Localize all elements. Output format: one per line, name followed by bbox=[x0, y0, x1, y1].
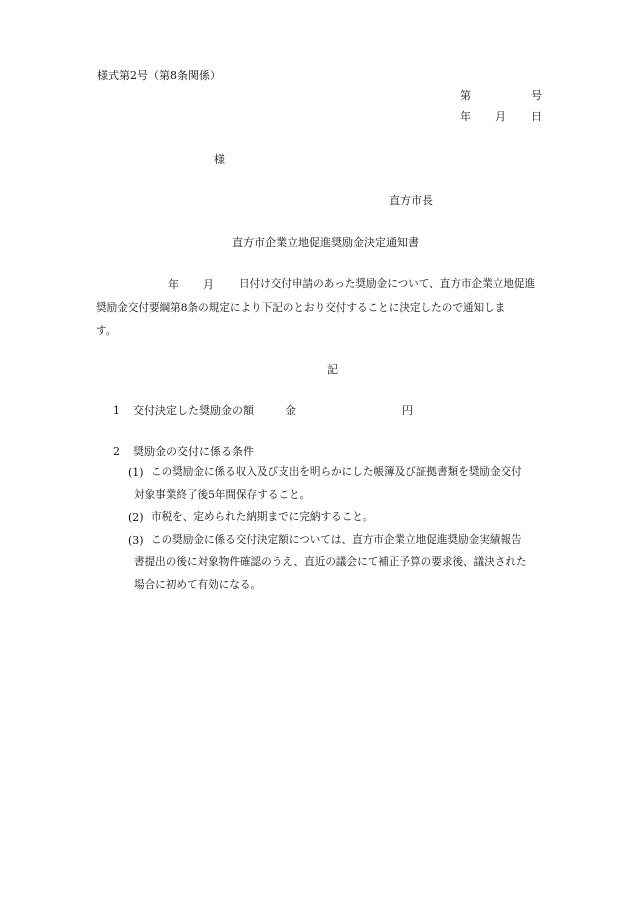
issuer: 直方市長 bbox=[389, 194, 433, 207]
condition-1-line-2: 対象事業終了後5年間保存すること。 bbox=[134, 489, 311, 501]
item-1-kin: 金 bbox=[285, 404, 296, 417]
condition-1-mark: (1) bbox=[128, 466, 144, 479]
condition-2-line-1: 市税を、定められた納期までに完納すること。 bbox=[151, 511, 374, 523]
date-year: 年 bbox=[460, 110, 471, 123]
document-title: 直方市企業立地促進奨励金決定通知書 bbox=[232, 236, 419, 249]
condition-3-line-3: 場合に初めて有効になる。 bbox=[134, 579, 262, 591]
condition-3-line-2: 書提出の後に対象物件確認のうえ、直近の議会にて補正予算の要求後、議決された bbox=[134, 556, 527, 568]
body-line-2: 奨励金交付要綱第8条の規定により下記のとおり交付することに決定したので通知しま bbox=[96, 302, 506, 314]
doc-number-prefix: 第 bbox=[460, 89, 471, 102]
item-1-number: 1 bbox=[113, 404, 120, 417]
condition-1-line-1: この奨励金に係る収入及び支出を明らかにした帳簿及び証拠書類を奨励金交付 bbox=[151, 466, 522, 478]
addressee-suffix: 様 bbox=[214, 153, 225, 166]
body-month: 月 bbox=[203, 278, 214, 291]
item-2-number: 2 bbox=[113, 445, 120, 458]
date-day: 日 bbox=[531, 110, 542, 123]
body-line-3: す。 bbox=[96, 325, 117, 337]
body-line-1: 日付け交付申請のあった奨励金について、直方市企業立地促進 bbox=[239, 278, 536, 290]
item-1-yen: 円 bbox=[402, 404, 413, 417]
body-year: 年 bbox=[168, 278, 179, 291]
item-2-label: 奨励金の交付に係る条件 bbox=[133, 445, 254, 458]
doc-number-suffix: 号 bbox=[531, 89, 542, 102]
item-1-label: 交付決定した奨励金の額 bbox=[133, 404, 254, 417]
date-month: 月 bbox=[495, 110, 506, 123]
form-label: 様式第2号（第8条関係） bbox=[97, 69, 221, 82]
condition-3-mark: (3) bbox=[128, 534, 144, 547]
ki-heading: 記 bbox=[327, 363, 338, 376]
condition-3-line-1: この奨励金に係る交付決定額については、直方市企業立地促進奨励金実績報告 bbox=[151, 534, 522, 546]
condition-2-mark: (2) bbox=[128, 511, 144, 524]
